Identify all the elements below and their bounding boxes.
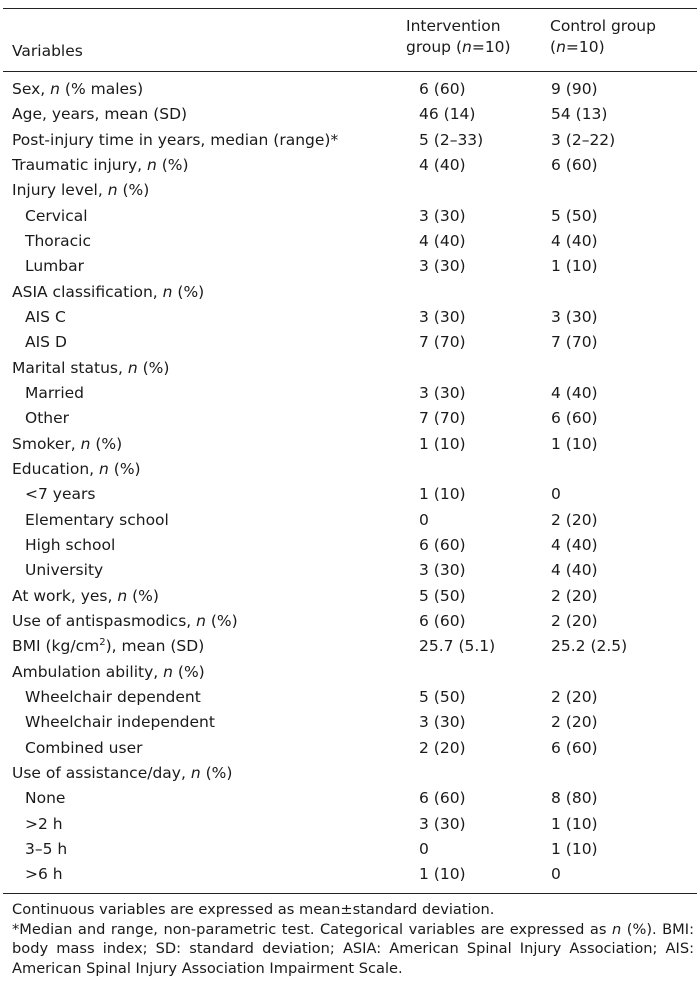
header-control-line2: (n=10): [550, 38, 605, 56]
header-control-line1: Control group: [550, 17, 656, 35]
row-label: Sex, n (% males): [12, 80, 144, 98]
table-row: [0, 254, 700, 279]
row-label: BMI $(kg/cm^2)$, mean (SD): [12, 637, 205, 656]
table-row: [0, 330, 700, 355]
header-intervention-group: [406, 16, 511, 58]
table-footnotes: [12, 900, 694, 978]
footnote-abbreviations: *Median and range, non-parametric test. Categorical variables are expressed as n (%). BMI: body mass index; SD: standard deviation; ASIA: American Spinal Injury Association; AIS: American Spinal Injury Association Impairment Scale.: [12, 920, 694, 977]
table-body: [0, 77, 700, 888]
row-intervention-value: 3 (30): [419, 814, 466, 833]
table-row: [0, 837, 700, 862]
row-label: Marital status, n (%): [12, 358, 170, 377]
row-label: Wheelchair independent: [25, 713, 215, 732]
row-control-value: 6 (60): [551, 409, 598, 428]
row-label: Ambulation ability, n (%): [12, 662, 205, 681]
row-label: High school: [25, 535, 116, 554]
row-intervention-value: 3 (30): [419, 383, 466, 402]
row-label: <7 years: [25, 485, 96, 504]
row-control-value: 3 (2–22): [551, 130, 616, 149]
row-label: Education, n (%): [12, 459, 141, 478]
table-row: [0, 178, 700, 203]
row-label: At work, yes, n (%): [12, 586, 159, 605]
row-control-value: 2 (20): [551, 611, 598, 630]
table-row: [0, 406, 700, 431]
table-row: [0, 305, 700, 330]
row-intervention-value: 6 (60): [419, 535, 466, 554]
row-intervention-value: 0: [419, 839, 429, 858]
table-row: [0, 786, 700, 811]
row-intervention-value: 7 (70): [419, 333, 466, 352]
table-row: [0, 584, 700, 609]
row-label: Elementary school: [25, 510, 169, 529]
row-intervention-value: 3 (30): [419, 307, 466, 326]
table-row: [0, 812, 700, 837]
table-row: [0, 533, 700, 558]
row-label: Use of antispasmodics, n (%): [12, 611, 238, 630]
row-control-value: 6 (60): [551, 738, 598, 757]
row-intervention-value: 1 (10): [419, 865, 466, 884]
row-control-value: 1 (10): [551, 434, 598, 453]
row-intervention-value: 1 (10): [419, 485, 466, 504]
row-label: Thoracic: [25, 231, 91, 250]
row-control-value: 7 (70): [551, 333, 598, 352]
table-row: [0, 634, 700, 659]
table-row: [0, 77, 700, 102]
row-control-value: 1 (10): [551, 814, 598, 833]
table-row: [0, 229, 700, 254]
table-row: [0, 710, 700, 735]
row-label: Smoker, n (%): [12, 434, 123, 453]
row-label: AIS D: [25, 333, 67, 352]
row-intervention-value: 5 (2–33): [419, 130, 484, 149]
row-label: Combined user: [25, 738, 143, 757]
row-label: University: [25, 561, 104, 580]
row-intervention-value: 25.7 (5.1): [419, 637, 496, 656]
table-row: [0, 736, 700, 761]
row-label: Married: [25, 383, 85, 402]
row-label: Other: [25, 409, 70, 428]
row-control-value: 4 (40): [551, 383, 598, 402]
table-header-rule: [3, 71, 697, 72]
row-control-value: 6 (60): [551, 155, 598, 174]
header-intervention-line2: group (n=10): [406, 38, 511, 56]
header-intervention-line1: Intervention: [406, 17, 501, 35]
table-row: [0, 508, 700, 533]
table-row: [0, 102, 700, 127]
row-control-value: 3 (30): [551, 307, 598, 326]
row-intervention-value: 5 (50): [419, 586, 466, 605]
row-control-value: 2 (20): [551, 510, 598, 529]
row-intervention-value: 6 (60): [419, 611, 466, 630]
table-row: [0, 280, 700, 305]
row-control-value: 2 (20): [551, 687, 598, 706]
row-control-value: 54 (13): [551, 105, 608, 124]
row-intervention-value: 3 (30): [419, 206, 466, 225]
row-label: 3–5 h: [25, 839, 68, 858]
row-label: Traumatic injury, n (%): [12, 155, 189, 174]
row-label: >2 h: [25, 814, 63, 833]
table-header: [0, 8, 700, 71]
table-row: [0, 609, 700, 634]
row-label: Age, years, mean (SD): [12, 105, 188, 124]
row-control-value: 9 (90): [551, 80, 598, 98]
header-control-group: [550, 16, 656, 58]
row-intervention-value: 3 (30): [419, 713, 466, 732]
row-label: >6 h: [25, 865, 63, 884]
table-row: [0, 381, 700, 406]
table-row: [0, 685, 700, 710]
row-control-value: 0: [551, 865, 561, 884]
table-row: [0, 204, 700, 229]
row-intervention-value: 46 (14): [419, 105, 476, 124]
row-label: Cervical: [25, 206, 88, 225]
table-row: [0, 128, 700, 153]
row-label: Lumbar: [25, 257, 84, 276]
row-intervention-value: 4 (40): [419, 155, 466, 174]
row-intervention-value: 5 (50): [419, 687, 466, 706]
row-intervention-value: 3 (30): [419, 561, 466, 580]
row-label: ASIA classification, n (%): [12, 282, 205, 301]
row-control-value: 1 (10): [551, 257, 598, 276]
table-row: [0, 356, 700, 381]
row-control-value: 4 (40): [551, 535, 598, 554]
row-intervention-value: 6 (60): [419, 80, 466, 98]
row-label: None: [25, 789, 66, 808]
row-label: Injury level, n (%): [12, 181, 150, 200]
row-intervention-value: 4 (40): [419, 231, 466, 250]
row-control-value: 0: [551, 485, 561, 504]
row-control-value: 2 (20): [551, 713, 598, 732]
row-control-value: 4 (40): [551, 231, 598, 250]
row-control-value: 5 (50): [551, 206, 598, 225]
row-label: Use of assistance/day, n (%): [12, 763, 233, 782]
table-row: [0, 862, 700, 887]
row-intervention-value: 7 (70): [419, 409, 466, 428]
row-intervention-value: 2 (20): [419, 738, 466, 757]
row-label: Post-injury time in years, median (range)*: [12, 130, 339, 149]
row-control-value: 4 (40): [551, 561, 598, 580]
row-intervention-value: 3 (30): [419, 257, 466, 276]
header-variables: Variables: [12, 42, 83, 60]
table-bottom-rule: [3, 893, 697, 894]
table-row: [0, 660, 700, 685]
row-control-value: 8 (80): [551, 789, 598, 808]
table-row: [0, 558, 700, 583]
table-row: [0, 482, 700, 507]
row-intervention-value: 0: [419, 510, 429, 529]
table-row: [0, 432, 700, 457]
row-intervention-value: 6 (60): [419, 789, 466, 808]
row-control-value: 2 (20): [551, 586, 598, 605]
table-row: [0, 153, 700, 178]
row-label: Wheelchair dependent: [25, 687, 201, 706]
row-control-value: 1 (10): [551, 839, 598, 858]
table-row: [0, 761, 700, 786]
row-label: AIS C: [25, 307, 66, 326]
footnote-continuous: Continuous variables are expressed as mean±standard deviation.: [12, 901, 495, 918]
table-row: [0, 457, 700, 482]
row-intervention-value: 1 (10): [419, 434, 466, 453]
row-control-value: 25.2 (2.5): [551, 637, 628, 656]
